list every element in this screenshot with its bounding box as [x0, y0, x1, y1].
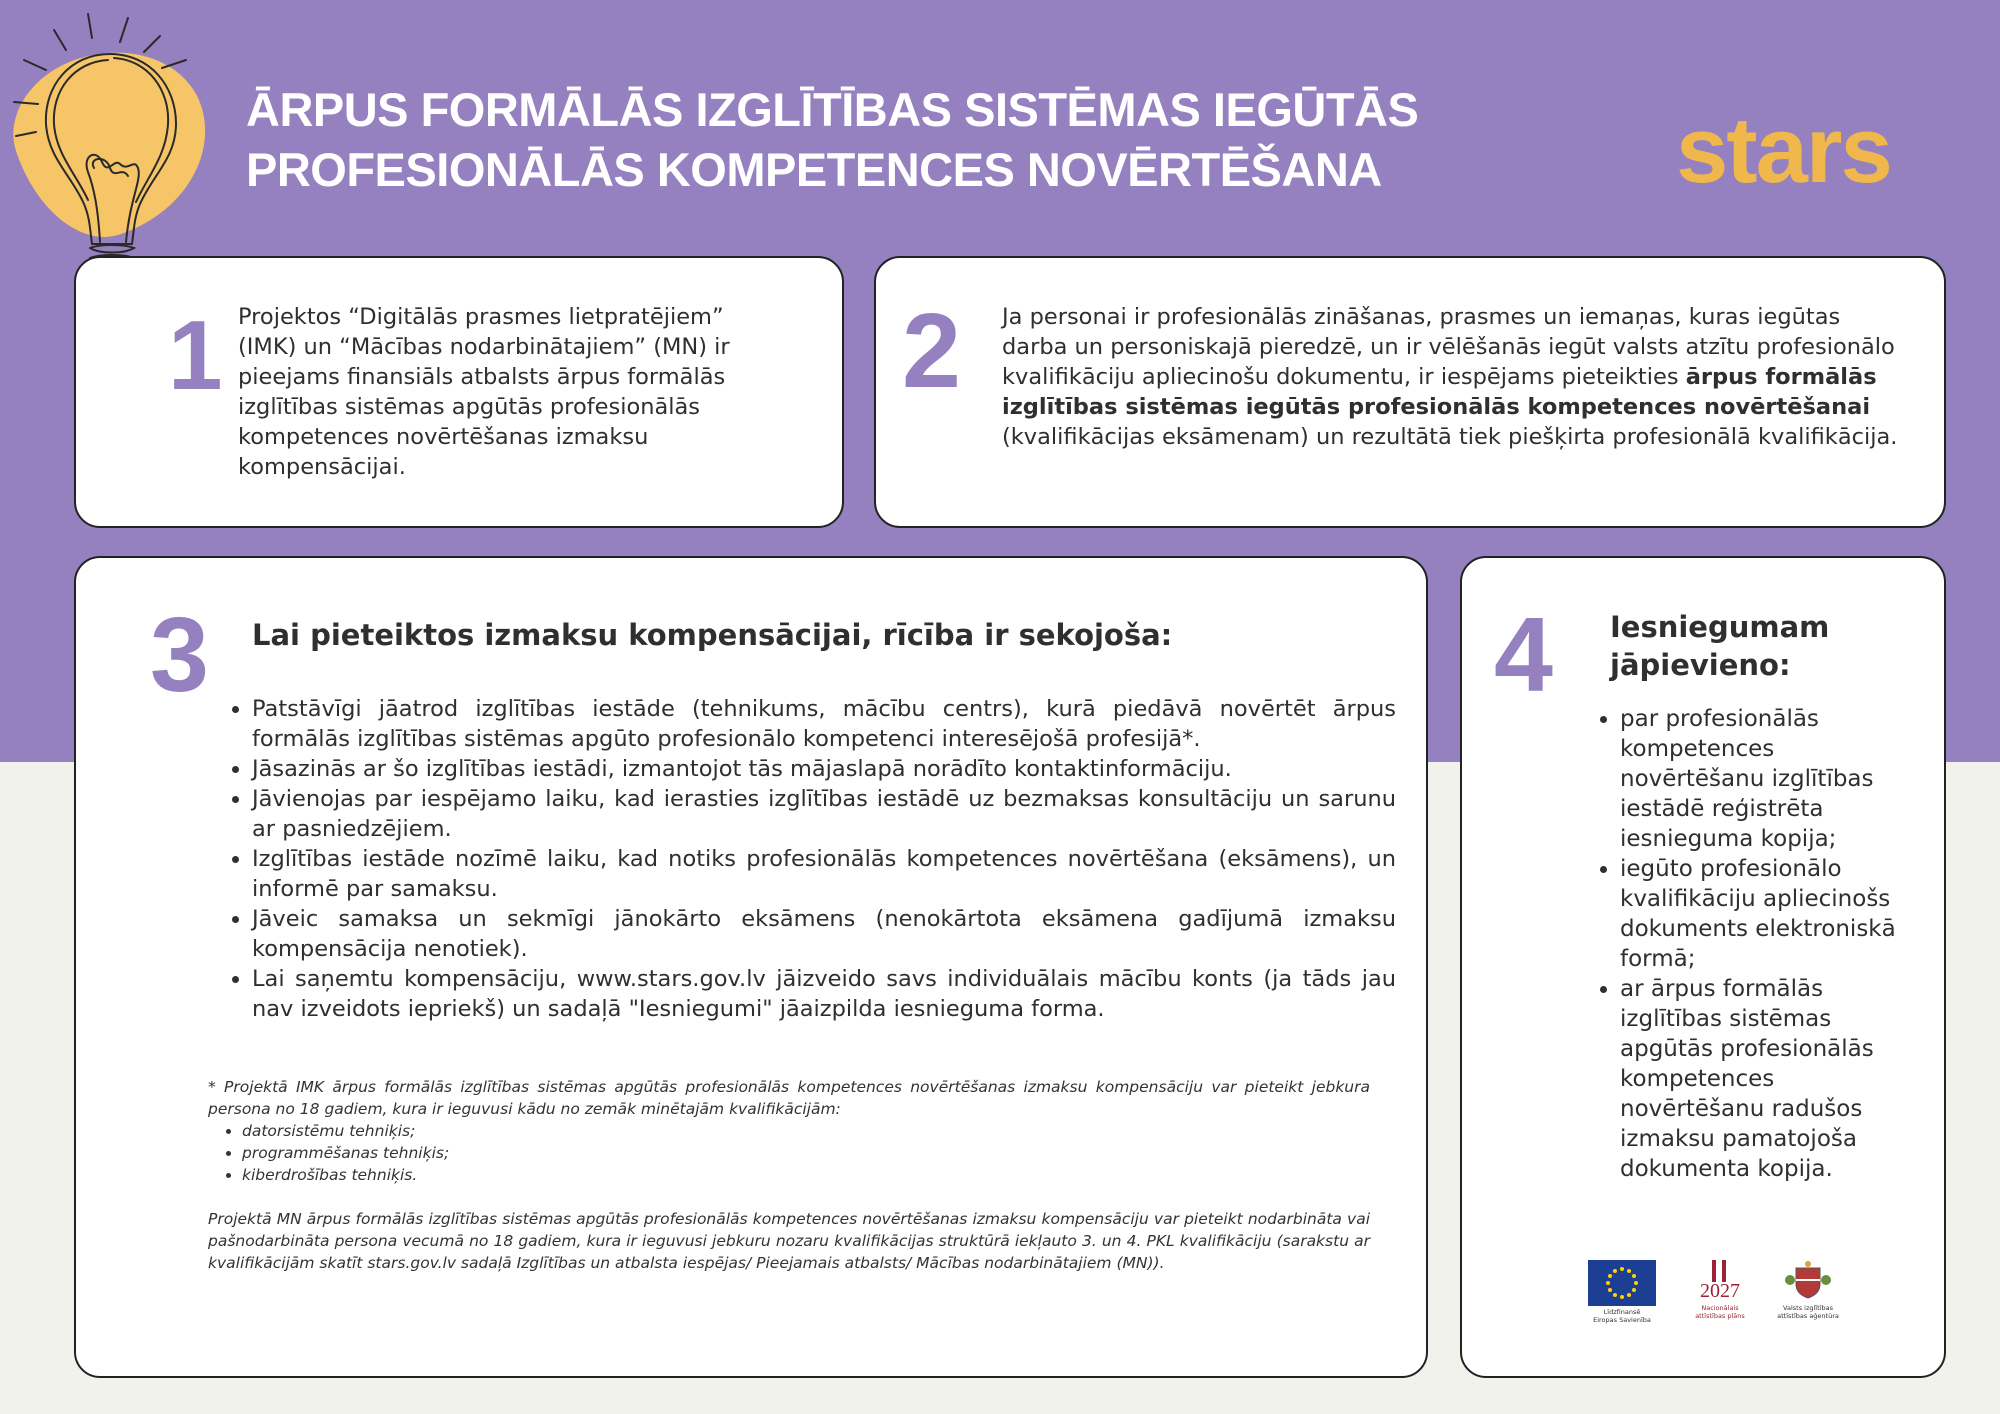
card-4-heading [1610, 608, 1910, 684]
latvia-coat-of-arms-icon [1768, 1260, 1848, 1300]
footnote-qualification-item: • programmēšanas tehniķis; [242, 1142, 1370, 1164]
card-3-steps [224, 694, 1396, 1024]
footnote-mn: Projektā MN ārpus formālās izglītības sistēmas apgūtās profesionālās kompetences novērtēšanas izmaksu kompensāciju var pieteikt nodarbināta vai pašnodarbināta persona vecumā no 18 gadiem, kura ir ieguvusi jebkuru nozaru kvalifikācijas struktūrā iekļauto 3. un 4. PKL kvalifikāciju (sarakstu ar kvalifikācijām skatīt stars.gov.lv sadaļā Izglītības un atbalsta iespējas/ Pieejamais atbalsts/ Mācības nodarbinātajiem (MN)). [208, 1210, 1370, 1272]
attachment-item: • par profesionālās kompetences novērtēšanu izglītības iestādē reģistrēta iesnieguma kopija; [1620, 704, 1920, 854]
attachment-item: • ar ārpus formālās izglītības sistēmas apgūtās profesionālās kompetences novērtēšanu radušos izmaksu pamatojoša dokumenta kopija. [1620, 974, 1920, 1184]
page-title [246, 80, 1526, 200]
step-item: • Patstāvīgi jāatrod izglītības iestāde (tehnikums, mācību centrs), kurā piedāvā novērtēt ārpus formālās izglītības sistēmas apgūto profesionālo kompetenci interesējošā profesijā*. [252, 694, 1396, 754]
attachment-item: • iegūto profesionālo kvalifikāciju apliecinošs dokuments elektroniskā formā; [1620, 854, 1920, 974]
card-2 [874, 256, 1946, 528]
card-1-text: Projektos “Digitālās prasmes lietpratējiem” (IMK) un “Mācības nodarbinātajiem” (MN) ir pieejams finansiāls atbalsts ārpus formālās izglītības sistēmas apgūtās profesionālās kompetences novērtēšanas izmaksu kompensācijai. [238, 304, 730, 480]
card-2-number: 2 [902, 292, 961, 410]
eu-flag-logo [1588, 1260, 1656, 1306]
eu-caption-line-1: Līdzfinansē [1603, 1308, 1641, 1316]
via-logo [1768, 1260, 1848, 1334]
title-line-2: PROFESIONĀLĀS KOMPETENCES NOVĒRTĒŠANA [246, 143, 1382, 196]
stars-logo: stars [1676, 97, 1891, 202]
card-2-text-bold: ārpus formālās izglītības sistēmas iegūtās profesionālās kompetences novērtēšanai [1002, 364, 1877, 420]
card-4-number: 4 [1494, 596, 1553, 714]
card-1-number: 1 [168, 300, 223, 410]
step-item: • Jāveic samaksa un sekmīgi jānokārto eksāmens (nenokārtota eksāmena gadījumā izmaksu kompensācija nenotiek). [252, 904, 1396, 964]
step-item: • Jāsazinās ar šo izglītības iestādi, izmantojot tās mājaslapā norādīto kontaktinformāciju. [252, 754, 1396, 784]
card-3-footnote [208, 1076, 1370, 1274]
footnote-qualification-item: • kiberdrošības tehniķis. [242, 1164, 1370, 1186]
eu-caption [1588, 1308, 1656, 1324]
card-4-heading-line-2: jāpievieno: [1610, 648, 1791, 682]
title-line-1: ĀRPUS FORMĀLĀS IZGLĪTĪBAS SISTĒMAS IEGŪTĀS [246, 83, 1419, 136]
nap-caption-line-2: attīstības plāns [1695, 1312, 1745, 1320]
nap-caption-line-1: Nacionālais [1701, 1304, 1739, 1312]
nap-logo [1688, 1260, 1752, 1334]
eu-stars-icon [1588, 1260, 1656, 1306]
card-4-attachments [1588, 704, 1920, 1184]
eu-caption-line-2: Eiropas Savienība [1593, 1316, 1651, 1324]
step-item: • Izglītības iestāde nozīmē laiku, kad notiks profesionālās kompetences novērtēšana (eksāmens), un informē par samaksu. [252, 844, 1396, 904]
footnote-qualification-item: • datorsistēmu tehniķis; [242, 1120, 1370, 1142]
card-3-number: 3 [150, 596, 209, 714]
via-caption [1768, 1304, 1848, 1320]
card-4 [1460, 556, 1946, 1378]
step-item: • Lai saņemtu kompensāciju, www.stars.gov.lv jāizveido savs individuālais mācību konts (ja tāds jau nav izveidots iepriekš) un sadaļā "Iesniegumi" jāaizpilda iesnieguma forma. [252, 964, 1396, 1024]
card-4-heading-line-1: Iesniegumam [1610, 610, 1830, 644]
card-2-text [1002, 302, 1902, 452]
card-3-heading: Lai pieteiktos izmaksu kompensācijai, rīcība ir sekojoša: [252, 618, 1173, 652]
card-3 [74, 556, 1428, 1378]
via-caption-line-2: attīstības aģentūra [1777, 1312, 1839, 1320]
footnote-intro: * Projektā IMK ārpus formālās izglītības sistēmas apgūtās profesionālās kompetences novērtēšanas izmaksu kompensāciju var pieteikt jebkura persona no 18 gadiem, kura ir ieguvusi kādu no zemāk minētajām kvalifikācijām: [208, 1078, 1370, 1118]
step-item: • Jāvienojas par iespējamo laiku, kad ierasties izglītības iestādē uz bezmaksas konsultāciju un sarunu ar pasniedzējiem. [252, 784, 1396, 844]
via-caption-line-1: Valsts izglītības [1783, 1304, 1833, 1312]
nap-year: 2027 [1700, 1280, 1740, 1302]
card-1 [74, 256, 844, 528]
nap-caption [1688, 1304, 1752, 1320]
partner-logos [1588, 1260, 1848, 1334]
card-2-text-after: (kvalifikācijas eksāmenam) un rezultātā tiek piešķirta profesionālā kvalifikācija. [1002, 424, 1898, 450]
footnote-qualification-list [208, 1120, 1370, 1186]
card-2-text-before: Ja personai ir profesionālās zināšanas, prasmes un iemaņas, kuras iegūtas darba un personiskajā pieredzē, un ir vēlēšanās iegūt valsts atzītu profesionālo kvalifikāciju apliecinošu dokumentu, ir iespējams pieteikties [1002, 304, 1895, 390]
